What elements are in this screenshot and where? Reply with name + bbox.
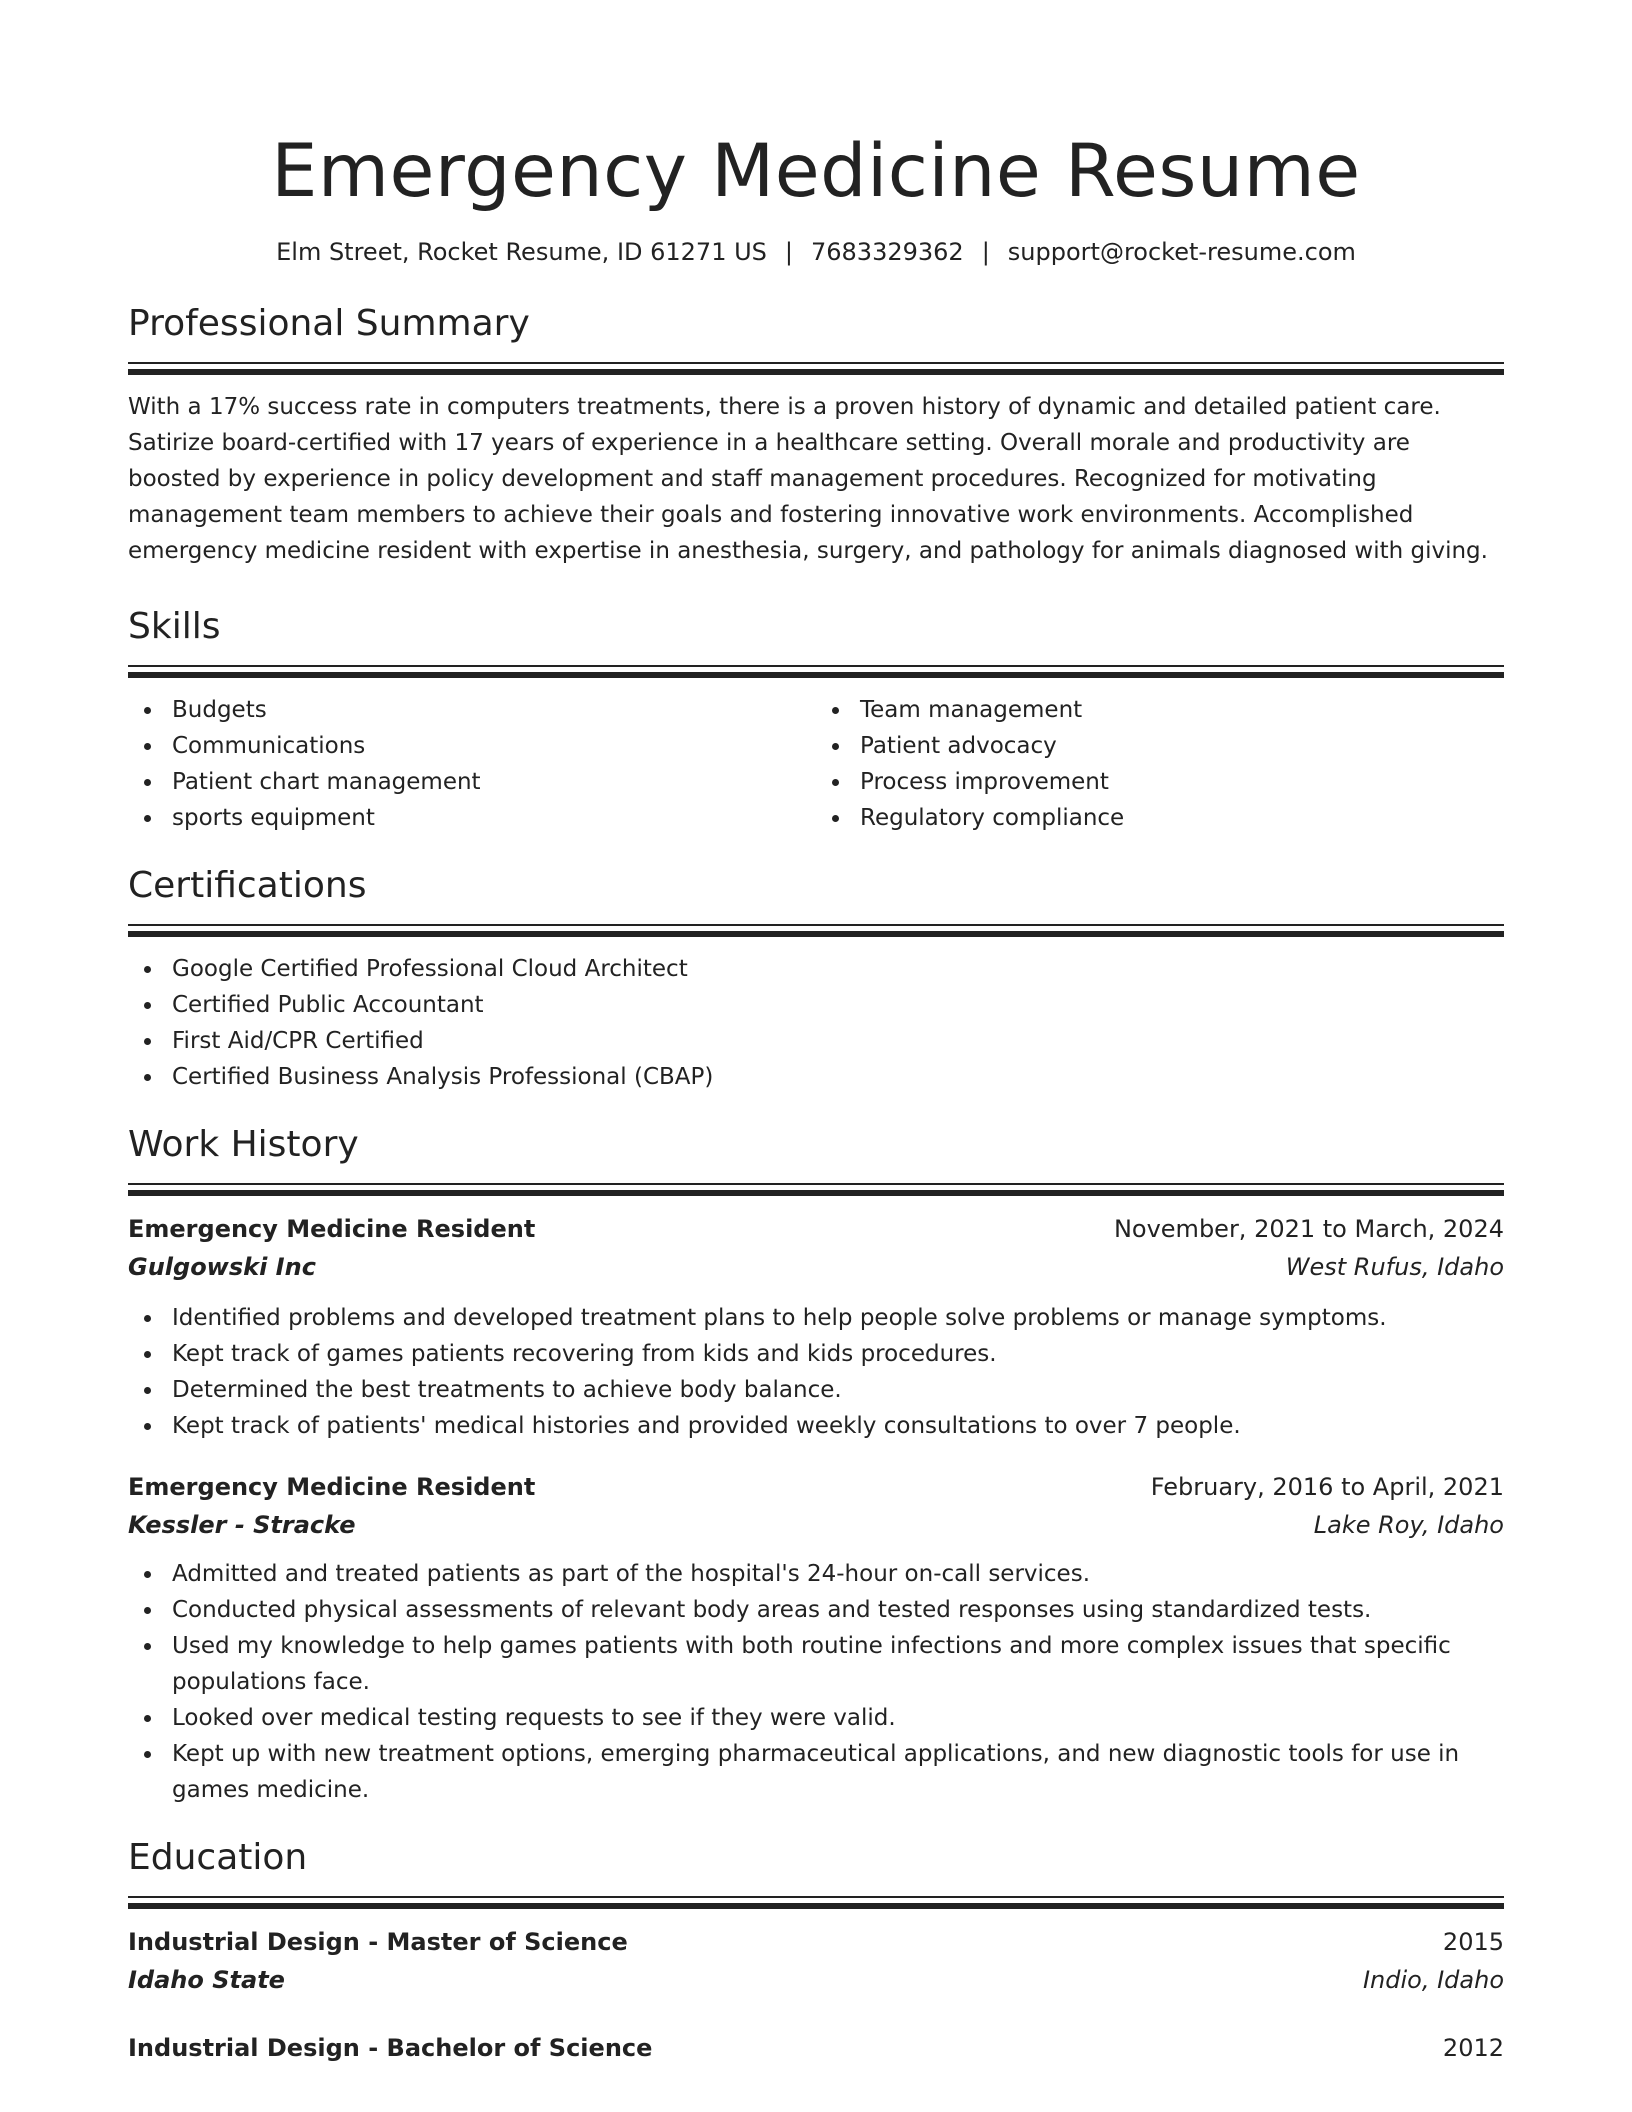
contact-line (128, 234, 1504, 270)
list-item: Budgets (172, 692, 816, 728)
section-heading: Professional Summary (128, 303, 530, 344)
list-item: Identified problems and developed treatment plans to help people solve problems or manage symptoms. (172, 1300, 1504, 1336)
education-degree: Industrial Design - Master of Science (128, 1928, 628, 1956)
job-bullets (128, 1556, 1504, 1808)
certifications-section (128, 862, 1504, 1095)
list-item: Patient chart management (172, 764, 816, 800)
education-entry (128, 2029, 1504, 2067)
contact-separator: | (981, 238, 990, 266)
list-item: Certified Public Accountant (172, 987, 1504, 1023)
list-item: Conducted physical assessments of relevant body areas and tested responses using standardized tests. (172, 1592, 1504, 1628)
section-heading: Education (128, 1837, 308, 1878)
job-location: Lake Roy, Idaho (1313, 1511, 1504, 1539)
section-heading: Work History (128, 1124, 359, 1165)
certifications-list (128, 951, 1504, 1095)
section-divider (128, 1896, 1504, 1909)
education-header (128, 1923, 1504, 1961)
resume-title: Emergency Medicine Resume (271, 129, 1361, 214)
skills-column-right (816, 692, 1504, 836)
list-item: Google Certified Professional Cloud Architect (172, 951, 1504, 987)
contact-separator: | (784, 238, 793, 266)
education-subheader (128, 1961, 1504, 1999)
job-company: Kessler - Stracke (128, 1511, 356, 1539)
contact-email[interactable]: support@rocket-resume.com (1007, 238, 1356, 266)
job-bullets (128, 1300, 1504, 1444)
education-section (128, 1834, 1504, 2067)
list-item: First Aid/CPR Certified (172, 1023, 1504, 1059)
job-dates: February, 2016 to April, 2021 (1150, 1473, 1504, 1501)
skills-grid (128, 692, 1504, 836)
education-location: Indio, Idaho (1362, 1966, 1504, 1994)
section-divider (128, 924, 1504, 937)
job-title: Emergency Medicine Resident (128, 1473, 536, 1501)
list-item: Kept track of games patients recovering from kids and kids procedures. (172, 1336, 1504, 1372)
job-subheader (128, 1506, 1504, 1544)
section-divider (128, 362, 1504, 375)
list-item: Certified Business Analysis Professional (CBAP) (172, 1059, 1504, 1095)
job-header (128, 1468, 1504, 1506)
section-heading: Certifications (128, 865, 367, 906)
list-item: Process improvement (860, 764, 1504, 800)
skills-section (128, 603, 1504, 836)
list-item: Kept track of patients' medical histories and provided weekly consultations to over 7 people. (172, 1408, 1504, 1444)
education-school: Idaho State (128, 1966, 285, 1994)
education-header (128, 2029, 1504, 2067)
list-item: Used my knowledge to help games patients with both routine infections and more complex issues that specific populations face. (172, 1628, 1504, 1700)
contact-phone: 7683329362 (811, 238, 964, 266)
education-degree: Industrial Design - Bachelor of Science (128, 2034, 653, 2062)
job-title: Emergency Medicine Resident (128, 1215, 536, 1243)
list-item: Communications (172, 728, 816, 764)
section-divider (128, 665, 1504, 678)
list-item: sports equipment (172, 800, 816, 836)
list-item: Determined the best treatments to achieve body balance. (172, 1372, 1504, 1408)
list-item: Patient advocacy (860, 728, 1504, 764)
list-item: Admitted and treated patients as part of the hospital's 24-hour on-call services. (172, 1556, 1504, 1592)
education-year: 2015 (1442, 1928, 1504, 1956)
list-item: Looked over medical testing requests to see if they were valid. (172, 1700, 1504, 1736)
job-dates: November, 2021 to March, 2024 (1113, 1215, 1504, 1243)
section-heading: Skills (128, 606, 221, 647)
contact-address: Elm Street, Rocket Resume, ID 61271 US (276, 238, 767, 266)
list-item: Kept up with new treatment options, emerging pharmaceutical applications, and new diagnostic tools for use in games medicine. (172, 1736, 1504, 1808)
education-year: 2012 (1442, 2034, 1504, 2062)
work-history-section (128, 1121, 1504, 1808)
section-divider (128, 1183, 1504, 1196)
job-subheader (128, 1248, 1504, 1286)
job-header (128, 1210, 1504, 1248)
job-company: Gulgowski Inc (128, 1253, 316, 1281)
skills-column-left (128, 692, 816, 836)
education-entry (128, 1923, 1504, 1999)
list-item: Team management (860, 692, 1504, 728)
summary-text: With a 17% success rate in computers treatments, there is a proven history of dynamic and detailed patient care. Satirize board-certified with 17 years of experience in a healthcare setting. Overall morale and productivity are boosted by experience in policy development and staff management procedures. Recognized for motivating management team members to achieve their goals and fostering innovative work environments. Accomplished emergency medicine resident with expertise in anesthesia, surgery, and pathology for animals diagnosed with giving. (128, 394, 1488, 564)
summary-section (128, 300, 1504, 569)
list-item: Regulatory compliance (860, 800, 1504, 836)
job-location: West Rufus, Idaho (1285, 1253, 1504, 1281)
job-entry (128, 1468, 1504, 1808)
job-entry (128, 1210, 1504, 1444)
